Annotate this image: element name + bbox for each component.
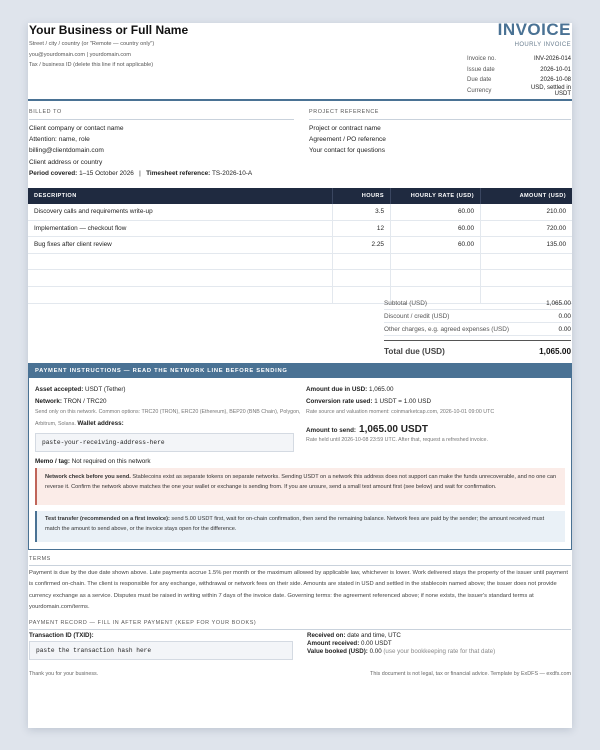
value-booked-value: 0.00 [369, 648, 382, 655]
memo-value: Not required on this network [71, 458, 151, 465]
tip-title: Test transfer (recommended on a first invoice): [45, 516, 170, 522]
divider [29, 629, 571, 630]
asset-label: Asset accepted: [35, 386, 84, 393]
other-charges-row [384, 323, 571, 336]
amount-usd-value: 1,065.00 [368, 386, 394, 393]
payment-details-right [306, 384, 568, 446]
table-row [28, 254, 572, 271]
item-rate: 60.00 [390, 204, 480, 220]
divider [309, 119, 571, 120]
payment-record-label: PAYMENT RECORD — FILL IN AFTER PAYMENT (KEEP FOR YOUR BOOKS) [29, 620, 257, 626]
received-on-label: Received on: [307, 632, 346, 639]
meta-label: Due date [467, 77, 492, 84]
terms-text: Payment is due by the due date shown above. Late payments accrue 1.5% per month or the maximum allowed by applicable law, whichever is lower. Work delivered stays the property of the issuer until payment is confirmed on-chain. The client is responsible for any exchange, withdrawal or network fees on their side. Amounts are stated in USD and settled in the stablecoin named above; the issuer does not provide currency exchange as a service. Disputes must be raised in writing within 7 days of the invoice date. Governing terms: the agreement referenced above; if none exists, the issuer's standard terms at yourdomain.com/terms. [29, 570, 568, 611]
billed-to-line: Client company or contact name [29, 125, 124, 132]
footer-thanks: Thank you for your business. [29, 671, 99, 677]
total-due-label: Total due (USD) [384, 347, 445, 356]
other-charges-value: 0.00 [558, 325, 571, 333]
item-rate: 60.00 [390, 237, 480, 253]
wallet-address-field[interactable]: paste-your-receiving-address-here [35, 433, 294, 452]
warning-title: Network check before you send. [45, 474, 131, 480]
rate-line [306, 396, 568, 408]
subtotal-row [384, 297, 571, 310]
totals-block [384, 297, 571, 362]
memo-line [35, 456, 301, 468]
meta-value: USD, settled in USDT [530, 85, 571, 98]
invoice-subtitle: HOURLY INVOICE [514, 42, 571, 48]
item-hours [332, 287, 390, 303]
footer-disclaimer: This document is not legal, tax or financial advice. Template by ExDFS — exdfs.com [370, 671, 571, 677]
project-reference-line: Your contact for questions [309, 147, 385, 155]
item-amount: 135.00 [480, 237, 572, 253]
billed-to-line: Client address or country [29, 158, 103, 166]
amount-received-value: 0.00 USDT [361, 640, 392, 647]
table-row [28, 270, 572, 287]
rate-validity-note: Rate held until 2026-10-08 23:59 UTC. After that, request a refreshed invoice. [306, 437, 488, 443]
network-label: Network: [35, 397, 62, 405]
timesheet-value: TS-2026-10-A [212, 170, 253, 177]
item-amount [480, 270, 572, 286]
item-description: Implementation — checkout flow [34, 224, 127, 232]
meta-row [467, 54, 571, 65]
received-on-line [307, 632, 571, 640]
amount-received-line [307, 640, 571, 648]
payment-header: PAYMENT INSTRUCTIONS — READ THE NETWORK LINE BEFORE SENDING [29, 364, 571, 378]
amount-to-send [306, 424, 568, 435]
test-transfer-tip [35, 511, 565, 542]
period-value: 1–15 October 2026 [79, 170, 134, 177]
warning-text: Stablecoins exist as separate tokens on separate networks. Sending USDT on a network this address does not support can make the funds unrecoverable, and no one can reverse it. Confirm the network above matches the one your wallet or exchange is sending from. If you are unsure, send a small test amount first (see below) and wait for confirmation. [45, 474, 557, 490]
table-row [28, 204, 572, 221]
subtotal-label: Subtotal (USD) [384, 299, 427, 307]
other-charges-label: Other charges, e.g. agreed expenses (USD) [384, 325, 510, 333]
amount-usd-line [306, 384, 568, 396]
header-divider [28, 99, 572, 101]
project-reference-label: PROJECT REFERENCE [309, 109, 380, 115]
item-hours [332, 254, 390, 270]
col-description-header: DESCRIPTION [34, 193, 77, 199]
discount-label: Discount / credit (USD) [384, 312, 450, 320]
business-contact: you@yourdomain.com | yourdomain.com [29, 52, 131, 58]
item-rate [390, 270, 480, 286]
network-warning [35, 468, 565, 505]
meta-row [467, 65, 571, 76]
col-rate-header: HOURLY RATE (USD) [390, 188, 480, 204]
item-amount: 720.00 [480, 221, 572, 237]
payment-record-left [29, 632, 299, 664]
item-amount [480, 254, 572, 270]
meta-label: Currency [467, 88, 492, 95]
txid-label: Transaction ID (TXID): [29, 632, 94, 639]
amount-received-label: Amount received: [307, 640, 360, 647]
received-on-value: date and time, UTC [347, 632, 401, 639]
table-header [28, 188, 572, 204]
memo-label: Memo / tag: [35, 458, 70, 465]
network-line [35, 396, 301, 408]
total-due-row [384, 340, 571, 362]
project-reference-block [309, 109, 571, 157]
business-tax-id: Tax / business ID (delete this line if not applicable) [29, 62, 154, 68]
item-hours [332, 270, 390, 286]
asset-line [35, 384, 301, 396]
business-address: Street / city / country (or "Remote — country only") [29, 41, 155, 47]
item-rate: 60.00 [390, 221, 480, 237]
discount-row [384, 310, 571, 323]
item-description: Discovery calls and requirements write-up [34, 208, 153, 216]
invoice-title: INVOICE [497, 23, 571, 39]
meta-label: Issue date [467, 66, 495, 73]
send-label: Amount to send: [306, 427, 357, 434]
line-items-table [28, 188, 572, 304]
terms-label: TERMS [29, 556, 51, 562]
subtotal-value: 1,065.00 [546, 299, 571, 307]
network-note-text: Send only on this network. Common options: TRC20 (TRON), ERC20 (Ethereum), BEP20 (BNB Chain), Polygon, Arbitrum, Solana. [35, 409, 301, 427]
meta-value: 2026-10-08 [540, 77, 571, 84]
billed-to-label: BILLED TO [29, 109, 62, 115]
txid-input[interactable]: paste the transaction hash here [29, 641, 293, 660]
meta-row [467, 86, 571, 97]
billed-to-block [29, 109, 294, 168]
business-name: Your Business or Full Name [29, 23, 189, 37]
total-due-value: 1,065.00 [539, 347, 571, 356]
period-separator: | [139, 170, 141, 177]
amount-usd-label: Amount due in USD: [306, 386, 368, 393]
item-amount: 210.00 [480, 204, 572, 220]
table-row [28, 237, 572, 254]
meta-value: INV-2026-014 [533, 56, 571, 63]
col-hours-header: HOURS [332, 188, 390, 204]
value-booked-line [307, 648, 571, 656]
project-reference-line: Agreement / PO reference [309, 136, 386, 144]
item-hours: 3.5 [332, 204, 390, 220]
value-booked-label: Value booked (USD): [307, 648, 368, 655]
divider [29, 119, 294, 120]
item-rate [390, 254, 480, 270]
footer [29, 671, 571, 677]
send-amount-value: 1,065.00 USDT [359, 424, 428, 435]
network-value: TRON / TRC20 [63, 397, 107, 405]
timesheet-label: Timesheet reference: [146, 170, 211, 177]
col-amount-header: AMOUNT (USD) [480, 188, 572, 204]
item-hours: 12 [332, 221, 390, 237]
network-note [35, 407, 301, 430]
table-row [28, 221, 572, 238]
meta-value: 2026-10-01 [540, 66, 571, 73]
period-label: Period covered: [29, 170, 78, 177]
period-covered [29, 170, 252, 177]
rate-source-note: Rate source and valuation moment: coinmarketcap.com, 2026-10-01 09:00 UTC [306, 409, 495, 415]
billed-to-line: Attention: name, role [29, 136, 90, 144]
divider [29, 565, 571, 566]
rate-label: Conversion rate used: [306, 397, 373, 405]
billed-to-line: billing@clientdomain.com [29, 147, 104, 155]
payment-instructions [28, 363, 572, 550]
wallet-label: Wallet address: [77, 420, 124, 427]
meta-label: Invoice no. [467, 56, 497, 63]
discount-value: 0.00 [558, 312, 571, 320]
payment-details-left [35, 384, 301, 468]
invoice-sheet [28, 23, 572, 728]
asset-value: USDT (Tether) [85, 386, 126, 393]
item-description: Bug fixes after client review [34, 241, 112, 249]
tip-text: send 5.00 USDT first, wait for on-chain confirmation, then send the remaining balance. Network fees are paid by the sender; the amount received must match the amount to send above, or the invoice stays open for the difference. [45, 516, 545, 532]
project-reference-line: Project or contract name [309, 125, 381, 132]
payment-record-right [307, 632, 571, 656]
invoice-meta [467, 54, 571, 96]
rate-value: 1 USDT = 1.00 USD [374, 397, 431, 405]
item-hours: 2.25 [332, 237, 390, 253]
value-booked-note: (use your bookkeeping rate for that date) [383, 648, 496, 655]
